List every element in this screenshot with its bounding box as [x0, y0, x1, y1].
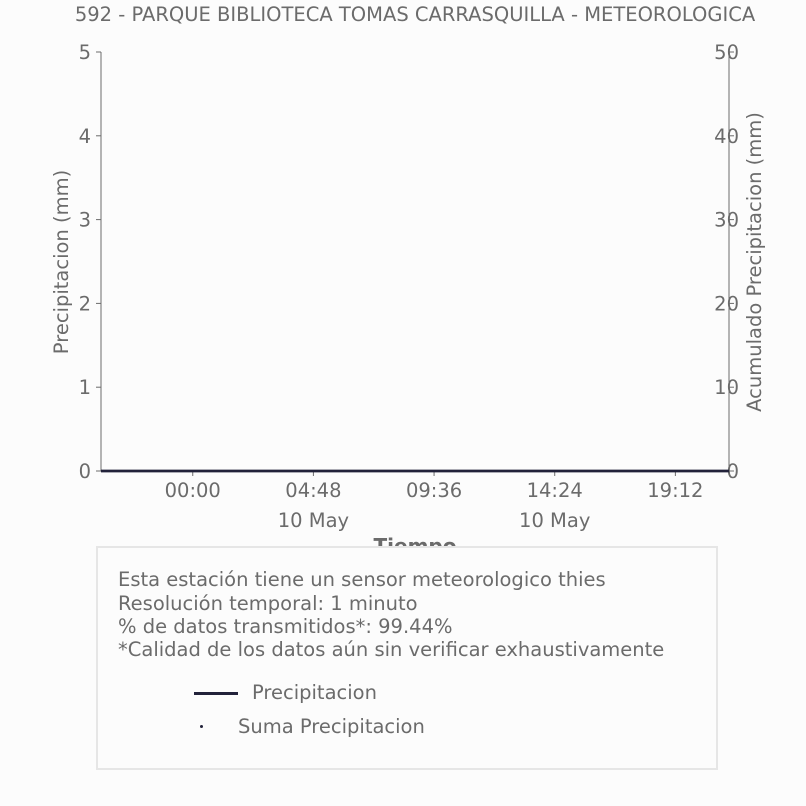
- y-tick-label: 4: [78, 124, 91, 148]
- info-box: [96, 546, 718, 770]
- x-tick-label: 04:48: [285, 479, 342, 502]
- y-tick-label: 5: [78, 41, 91, 64]
- y-tick-label: 3: [78, 208, 91, 232]
- x-tick-date-label: 10 May: [519, 509, 591, 532]
- y2-tick-label: 10: [714, 376, 739, 400]
- y2-tick-label: 30: [714, 208, 739, 232]
- info-data-percent-text: % de datos transmitidos*: 99.44%: [118, 615, 453, 638]
- chart-title: 592 - PARQUE BIBLIOTECA TOMAS CARRASQUILLA - METEOROLOGICA: [74, 3, 756, 26]
- legend-label: Precipitacion: [252, 681, 377, 704]
- x-tick-date-label: 10 May: [277, 509, 350, 532]
- legend-label: Suma Precipitacion: [238, 715, 425, 738]
- x-tick-label: 19:12: [647, 479, 704, 502]
- y2-axis-label: Acumulado Precipitacion (mm): [743, 112, 766, 412]
- x-tick-label: 09:36: [405, 479, 463, 502]
- legend-dot-swatch: [200, 725, 203, 728]
- y-tick-label: 2: [78, 292, 91, 316]
- x-tick-label: 00:00: [164, 479, 221, 502]
- plot-area: [79, 41, 739, 532]
- y2-tick-label: 0: [726, 460, 739, 483]
- info-resolution-text: Resolución temporal: 1 minuto: [118, 592, 418, 615]
- x-tick-label: 14:24: [526, 479, 583, 502]
- info-quality-note: *Calidad de los datos aún sin verificar exhaustivamente: [118, 638, 665, 661]
- y-tick-label: 1: [78, 376, 91, 400]
- y-axis-label: Precipitacion (mm): [50, 169, 73, 355]
- y2-tick-label: 40: [714, 124, 739, 148]
- legend-line-swatch: [194, 692, 238, 695]
- y-tick-label: 0: [78, 460, 91, 483]
- info-sensor-text: Esta estación tiene un sensor meteorologico thies: [118, 568, 606, 591]
- y2-tick-label: 20: [714, 292, 739, 316]
- y2-tick-label: 50: [714, 41, 739, 64]
